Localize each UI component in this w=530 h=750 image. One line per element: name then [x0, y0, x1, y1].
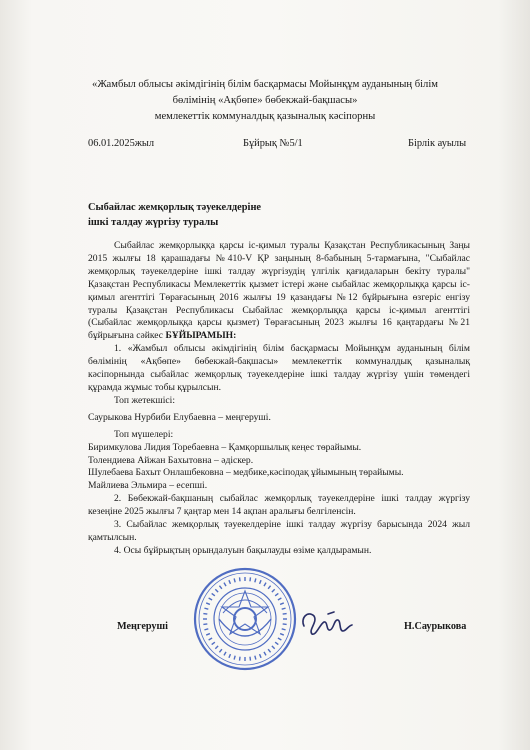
- header-line-1: «Жамбыл облысы әкімдігінің білім басқармасы Мойынқұм ауданының білім: [92, 79, 438, 90]
- member-3: Шулебаева Бахыт Онлашбековна – медбике,кәсіподақ ұйымының төрайымы.: [88, 467, 404, 479]
- item-3: 3. Сыбайлас жемқорлық тәуекелдеріне ішкі талдау жүргізу барысында 2024 жыл қамтылсын.: [88, 519, 470, 543]
- header-line-2: бөлімінің «Ақбөпе» бөбекжай-бақшасы»: [172, 95, 358, 106]
- official-seal-icon: [193, 567, 297, 671]
- intro-emphasis: БҰЙЫРАМЫН:: [165, 330, 237, 342]
- signatory-name: Н.Саурыкова: [404, 621, 467, 632]
- subject-line-2: ішкі талдау жүргізу туралы: [88, 217, 219, 228]
- leader-label: Топ жетекшісі:: [114, 394, 175, 406]
- item-2: 2. Бөбекжай-бақшаның сыбайлас жемқорлық тәуекелдеріне ішкі талдау жүргізу кезеңіне 2025 жылғы 7 қаңтар мен 14 ақпан аралығы белгіленсін.: [88, 493, 470, 518]
- item-1: 1. «Жамбыл облысы әкімдігінің білім басқармасы Мойынқұм ауданының білім бөлімінің «Ақбөпе» бөбекжай-бақшасы» мемлекеттік коммуналдық қазыналық кәсіпорнында сыбайлас жемқорлық тәуекелдеріне ішкі талдау жүргізу үшін төмендегі құрамда жұмыс тобы құрылсын.: [88, 343, 470, 393]
- handwritten-signature-icon: [298, 604, 356, 640]
- intro-text: Сыбайлас жемқорлыққа қарсы іс-қимыл туралы Қазақстан Республикасының Заңы 2015 жылғы 18 қарашадағы №410-V ҚР заңының 8-бабының 5-тармағына, "Сыбайлас жемқорлық тәуекелдеріне ішкі талдау жүргізудің үлгілік қағидаларын бекіту туралы" Қазақстан Республикасы Мемлекеттік қызмет істері және сыбайлас жемқорлыққа қарсы іс-қимыл агенттігі Төрағасының 2016 жылғы 19 қазандағы №12 бұйрығына өзгеріс енгізу туралы Қазақстан Республикасы Сыбайлас жемқорлыққа қарсы іс-қимыл агенттігі (Сыбайлас жемқорлыққа қарсы қызмет) Төрағасының 2023 жылғы 16 қаңтардағы №21 бұйрығына сәйкес: [88, 240, 470, 342]
- header-line-3: мемлекеттік коммуналдық қазыналық кәсіпорны: [154, 111, 376, 122]
- order-subject: [88, 200, 348, 230]
- order-body: [88, 240, 470, 558]
- subject-line-1: Сыбайлас жемқорлық тәуекелдеріне: [88, 202, 262, 213]
- signatory-role: Меңгеруші: [117, 621, 168, 632]
- member-1: Биримкулова Лидия Торебаевна – Қамқоршылық кеңес төрайымы.: [88, 441, 362, 453]
- members-label: Топ мүшелері:: [114, 428, 174, 440]
- order-place: Бірлік ауылы: [408, 138, 467, 149]
- member-4: Майлиева Эльмира – есепші.: [88, 480, 208, 492]
- order-date: 06.01.2025жыл: [88, 138, 155, 149]
- intro-paragraph: [88, 240, 470, 343]
- leader-name: Саурыкова Нурбиби Елубаевна – меңгеруші.: [88, 411, 271, 423]
- organization-header: [60, 77, 470, 125]
- order-number: Бұйрық №5/1: [243, 138, 303, 149]
- member-2: Толендиева Айжан Бахытовна – әдіскер.: [88, 454, 254, 466]
- item-4: 4. Осы бұйрықтың орындалуын бақылауды өзіме қалдырамын.: [114, 544, 372, 556]
